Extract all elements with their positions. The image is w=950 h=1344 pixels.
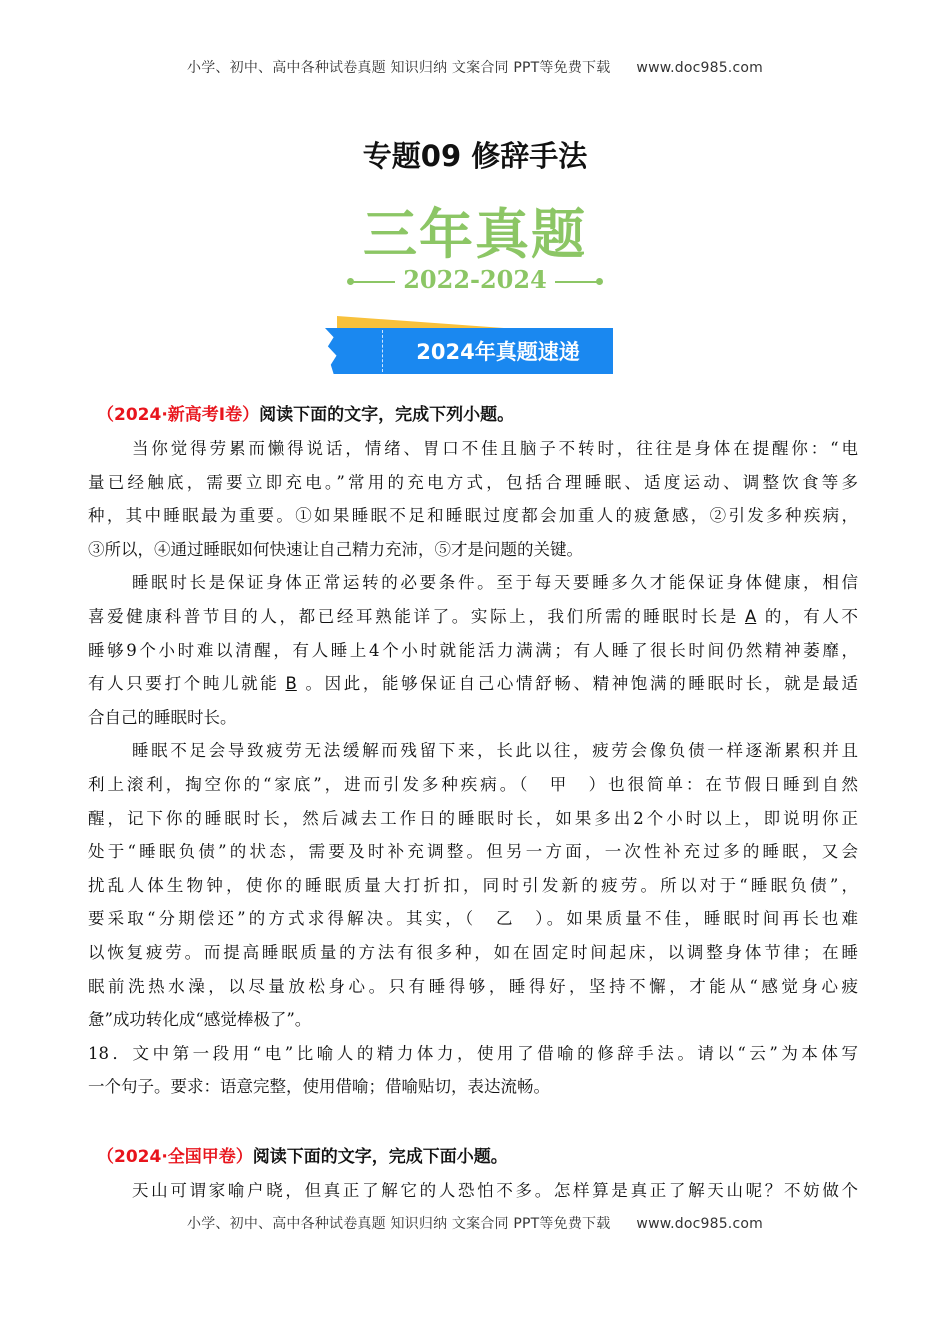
question-source-heading — [97, 1142, 508, 1167]
header-url[interactable]: www.doc985.com — [636, 60, 763, 76]
document-title: 专题09 修辞手法 — [362, 139, 588, 173]
passage-line: 当你觉得劳累而懒得说话，情绪、胃口不佳且脑子不转时，往往是身体在提醒你：“电 — [132, 439, 858, 458]
passage-line — [88, 600, 858, 634]
footer-url[interactable]: www.doc985.com — [636, 1216, 763, 1232]
blank-b: B — [285, 674, 297, 694]
banner-text: 2024年真题速递 — [416, 340, 580, 364]
passage-line: 种，其中睡眠最为重要。①如果睡眠不足和睡眠过度都会加重人的疲惫感，②引发多种疾病， — [88, 506, 858, 526]
exam-source: （2024·新高考Ⅰ卷） — [97, 405, 260, 425]
question-18: 18．文中第一段用“电”比喻人的精力体力，使用了借喻的修辞手法。请以“云”为本体写 — [88, 1043, 858, 1063]
subtitle-banner: 三年真题 — [363, 203, 587, 266]
passage-line: 扰乱人体生物钟，使你的睡眠质量大打折扣，同时引发新的疲劳。所以对于“睡眠负债”， — [88, 875, 858, 895]
year-range — [0, 265, 950, 294]
text-segment: 有人只要打个盹儿就能 — [88, 674, 280, 694]
passage-line: 惫”成功转化成“感觉棒极了”。 — [88, 1010, 312, 1030]
passage-line: 眠前洗热水澡，以尽量放松身心。只有睡得够，睡得好，坚持不懈，才能从“感觉身心疲 — [88, 976, 858, 996]
passage-line: 睡眠不足会导致疲劳无法缓解而残留下来，长此以往，疲劳会像负债一样逐渐累积并且 — [132, 741, 858, 761]
section-banner — [325, 316, 615, 376]
passage-line: 合自己的睡眠时长。 — [88, 707, 237, 727]
passage-line: 处于“睡眠负债”的状态，需要及时补充调整。但另一方面，一次性补充过多的睡眠，又会 — [88, 842, 858, 862]
passage-2 — [88, 1174, 858, 1208]
passage-line: 睡眠时长是保证身体正常运转的必要条件。至于每天要睡多久才能保证身体健康，相信 — [132, 573, 858, 593]
decor-line-left — [351, 281, 395, 283]
year-range-text: 2022-2024 — [403, 265, 547, 294]
passage-line: 要采取“分期偿还”的方式求得解决。其实，（ 乙 ）。如果质量不佳，睡眠时间再长也难 — [88, 909, 858, 929]
exam-source: （2024·全国甲卷） — [97, 1147, 253, 1167]
passage-line — [88, 667, 858, 701]
passage-line: 天山可谓家喻户晓，但真正了解它的人恐怕不多。怎样算是真正了解天山呢？不妨做个 — [132, 1181, 858, 1200]
page-footer — [0, 1213, 950, 1233]
footer-text: 小学、初中、高中各种试卷真题 知识归纳 文案合同 PPT等免费下载 — [187, 1216, 611, 1232]
text-segment: 。因此，能够保证自己心情舒畅、精神饱满的睡眠时长，就是最适 — [302, 674, 858, 694]
text-segment: 喜爱健康科普节目的人，都已经耳熟能详了。实际上，我们所需的睡眠时长是 — [88, 606, 739, 626]
page-header — [0, 57, 950, 77]
passage-line: 量已经触底，需要立即充电。”常用的充电方式，包括合理睡眠、适度运动、调整饮食等多 — [88, 472, 858, 492]
passage-line: ③所以，④通过睡眠如何快速让自己精力充沛，⑤才是问题的关键。 — [88, 539, 583, 559]
blank-a: A — [744, 606, 757, 626]
text-segment: 的，有人不 — [762, 606, 858, 626]
passage-line: 以恢复疲劳。而提高睡眠质量的方法有很多种，如在固定时间起床，以调整身体节律；在睡 — [88, 942, 858, 962]
instruction: 阅读下面的文字，完成下列小题。 — [259, 405, 515, 425]
instruction: 阅读下面的文字，完成下面小题。 — [252, 1147, 508, 1167]
passage — [88, 432, 858, 1104]
header-text: 小学、初中、高中各种试卷真题 知识归纳 文案合同 PPT等免费下载 — [187, 60, 611, 76]
question-source-heading — [97, 400, 514, 425]
passage-line: 醒，记下你的睡眠时长，然后减去工作日的睡眠时长，如果多出2个小时以上，即说明你正 — [88, 808, 858, 828]
passage-line: 利上滚利，掏空你的“家底”，进而引发多种疾病。（ 甲 ）也很简单：在节假日睡到自然 — [88, 774, 858, 794]
passage-line: 睡够9个小时难以清醒，有人睡上4个小时就能活力满满；有人睡了很长时间仍然精神萎靡， — [88, 640, 858, 660]
decor-line-right — [555, 281, 599, 283]
question-18-cont: 一个句子。要求：语意完整，使用借喻；借喻贴切，表达流畅。 — [88, 1077, 550, 1097]
